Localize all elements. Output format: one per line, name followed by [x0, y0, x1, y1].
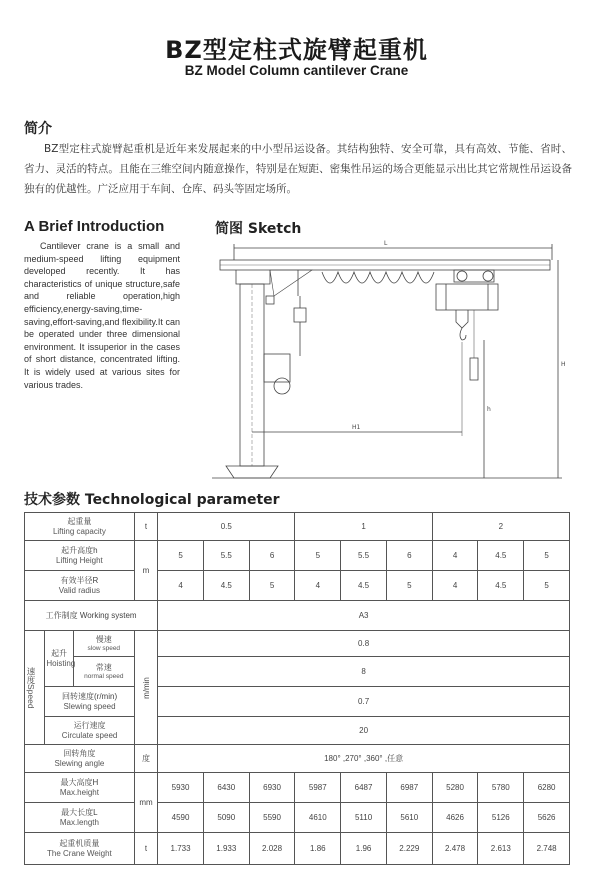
electric-hoist	[436, 284, 498, 310]
table-cell: 4	[295, 571, 341, 601]
table-row	[25, 657, 570, 687]
height-label-cn: 起升高度h	[61, 545, 98, 555]
angle-value: 180° ,270° ,360° ,任意	[158, 745, 570, 773]
table-cell: 5090	[203, 803, 249, 833]
table-row	[25, 541, 570, 571]
dim-label-l: L	[384, 240, 388, 247]
hoist-label-en: Hoisting	[46, 658, 76, 668]
normal-label-cn: 常速	[95, 662, 112, 672]
max-height-label-cn: 最大高度H	[60, 777, 99, 787]
table-cell: 2.478	[432, 833, 478, 865]
capacity-label-en: Lifting capacity	[52, 526, 106, 536]
param-table	[24, 512, 570, 865]
speed-group-label: 速度 Speed	[25, 631, 45, 745]
table-row	[25, 631, 570, 657]
max-height-label-en: Max.height	[59, 787, 99, 797]
radius-label-en: Valid radius	[58, 585, 100, 595]
intro-en-text: Cantilever crane is a small and medium-speed lifting equipment developed recently. It has characteristics of unique structure,safe and reliable operation,high efficiency,energy-saving,time-saving,effort-saving,and flexibility.It can be operated under three dimensional environment. It issuperior in the cases of short distance, concentrated lifting. It is widely used at various sites for various trades.	[24, 241, 180, 390]
table-cell: 5	[249, 571, 295, 601]
capacity-unit: t	[134, 513, 157, 541]
slow-label-cn: 慢速	[95, 634, 112, 644]
angle-unit: 度	[134, 745, 157, 773]
table-cell: 2.748	[524, 833, 570, 865]
table-cell: 4.5	[478, 571, 524, 601]
height-label-en: Lifting Height	[56, 555, 103, 565]
intro-cn-heading: 简介	[24, 121, 52, 137]
dim-label-h-lift: h	[487, 406, 491, 413]
circulate-value: 20	[158, 717, 570, 745]
table-cell: 5.5	[203, 541, 249, 571]
slewing-drive	[264, 354, 290, 382]
table-cell: 4	[432, 541, 478, 571]
column-top-bracket	[236, 270, 270, 284]
table-cell: 6	[249, 541, 295, 571]
table-cell: 6	[386, 541, 432, 571]
table-cell: 2.229	[386, 833, 432, 865]
slewing-speed-value: 0.7	[158, 687, 570, 717]
table-cell: 5626	[524, 803, 570, 833]
hook	[460, 328, 466, 340]
capacity-value: 2	[432, 513, 569, 541]
table-cell: 4.5	[341, 571, 387, 601]
cable-festoon	[322, 272, 434, 283]
column-base	[226, 466, 278, 478]
hoist-label-cn: 起升	[51, 648, 68, 658]
table-row	[25, 803, 570, 833]
table-row	[25, 601, 570, 631]
table-cell: 6987	[386, 773, 432, 803]
max-length-label-cn: 最大长度L	[61, 807, 98, 817]
system-value: A3	[158, 601, 570, 631]
table-cell: 4610	[295, 803, 341, 833]
electric-box	[294, 308, 306, 322]
hook-block	[456, 310, 468, 328]
normal-value: 8	[158, 657, 570, 687]
intro-cn-text: BZ型定柱式旋臂起重机是近年来发展起来的中小型吊运设备。其结构独特、安全可靠，具有高效、节能、省时、省力、灵活的特点。且能在三维空间内随意操作，特别是在短距、密集性吊运的场合更能显示出比其它常规性吊运设备独有的优越性。广泛应用于车间、仓库、码头等固定场所。	[24, 143, 572, 195]
table-row	[25, 687, 570, 717]
table-cell: 6430	[203, 773, 249, 803]
slow-label-en: slow speed	[87, 644, 121, 652]
table-cell: 5	[295, 541, 341, 571]
table-row	[25, 717, 570, 745]
sketch-heading: 简图 Sketch	[215, 221, 302, 237]
slow-value: 0.8	[158, 631, 570, 657]
table-cell: 5	[524, 541, 570, 571]
capacity-label-cn: 起重量	[67, 516, 92, 526]
table-cell: 5110	[341, 803, 387, 833]
table-cell: 2.613	[478, 833, 524, 865]
weight-label-en: The Crane Weight	[47, 848, 112, 858]
table-cell: 5	[386, 571, 432, 601]
radius-label-cn: 有效半径R	[60, 575, 99, 585]
table-row	[25, 833, 570, 865]
table-cell: 5	[158, 541, 204, 571]
table-cell: 4.5	[478, 541, 524, 571]
table-cell: 5	[524, 571, 570, 601]
table-cell: 4	[432, 571, 478, 601]
table-cell: 2.028	[249, 833, 295, 865]
table-row	[25, 571, 570, 601]
table-cell: 1.86	[295, 833, 341, 865]
capacity-value: 0.5	[158, 513, 295, 541]
pendant-control	[470, 358, 478, 380]
height-radius-unit: m	[134, 541, 157, 601]
speed-unit: m/min	[134, 631, 157, 745]
table-row	[25, 513, 570, 541]
dim-label-h1: H1	[352, 424, 361, 431]
table-row	[25, 773, 570, 803]
normal-label-en: normal speed	[84, 672, 124, 680]
table-cell: 5930	[158, 773, 204, 803]
dim-unit: mm	[134, 773, 157, 833]
circulate-label-cn: 运行速度	[73, 720, 106, 730]
table-row	[25, 745, 570, 773]
slewing-speed-label-cn: 回转速度(r/min)	[62, 691, 118, 701]
dim-label-h: H	[561, 361, 566, 368]
intro-en-heading: A Brief Introduction	[24, 218, 165, 235]
table-cell: 5590	[249, 803, 295, 833]
table-cell: 5280	[432, 773, 478, 803]
system-label: 工作制度 Working system	[25, 601, 158, 631]
angle-label-en: Slewing angle	[54, 758, 105, 768]
table-cell: 1.733	[158, 833, 204, 865]
table-cell: 5.5	[341, 541, 387, 571]
weight-label-cn: 起重机质量	[59, 838, 100, 848]
table-cell: 5780	[478, 773, 524, 803]
table-cell: 5987	[295, 773, 341, 803]
table-cell: 5610	[386, 803, 432, 833]
table-cell: 6930	[249, 773, 295, 803]
table-cell: 5126	[478, 803, 524, 833]
capacity-value: 1	[295, 513, 432, 541]
angle-label-cn: 回转角度	[63, 748, 96, 758]
table-cell: 4590	[158, 803, 204, 833]
table-cell: 4626	[432, 803, 478, 833]
param-heading: 技术参数 Technological parameter	[24, 492, 280, 508]
crane-sketch	[212, 236, 572, 486]
weight-unit: t	[134, 833, 157, 865]
table-cell: 1.933	[203, 833, 249, 865]
max-length-label-en: Max.length	[59, 817, 99, 827]
page-subtitle: BZ Model Column cantilever Crane	[184, 63, 409, 78]
table-cell: 4.5	[203, 571, 249, 601]
table-cell: 1.96	[341, 833, 387, 865]
table-cell: 4	[158, 571, 204, 601]
table-cell: 6487	[341, 773, 387, 803]
slewing-speed-label-en: Slewing speed	[63, 701, 116, 711]
page-title: BZ型定柱式旋臂起重机	[165, 36, 428, 64]
circulate-label-en: Circulate speed	[61, 730, 118, 740]
table-cell: 6280	[524, 773, 570, 803]
